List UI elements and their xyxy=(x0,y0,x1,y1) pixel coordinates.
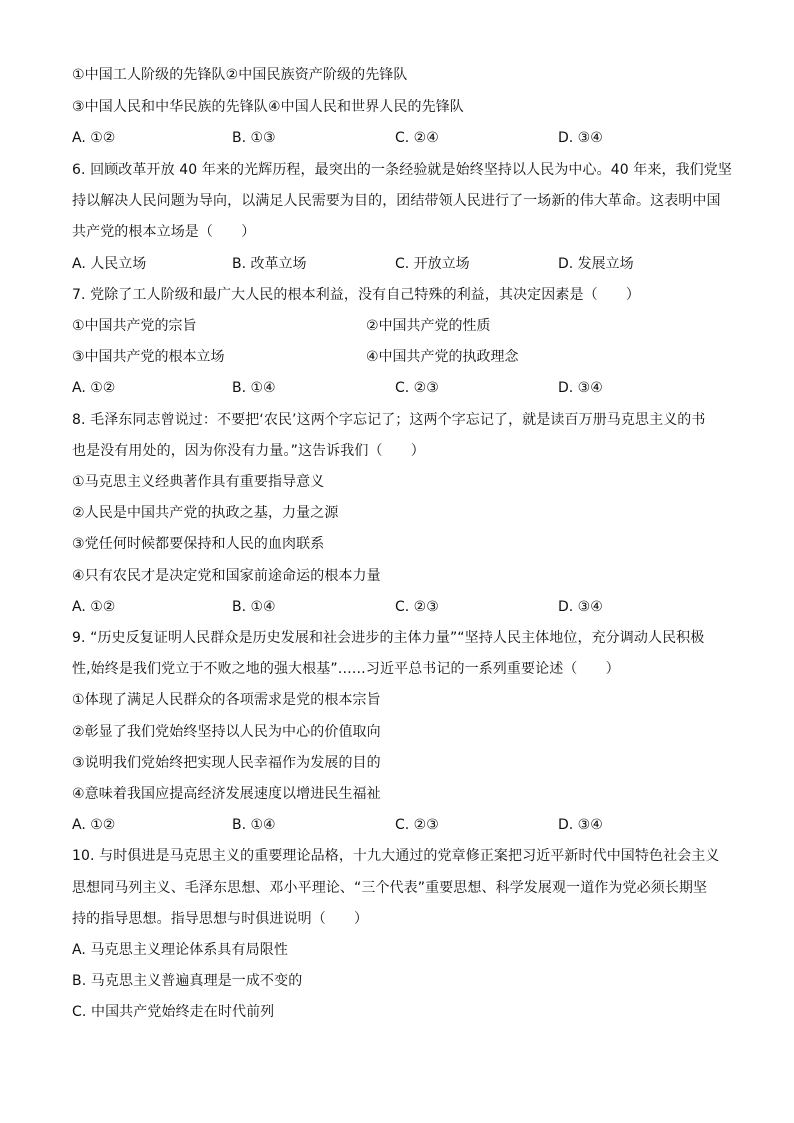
q8-option-b: B. ①④ xyxy=(232,599,276,615)
q8-option-d: D. ③④ xyxy=(558,599,603,615)
q5-items-line-1: ①中国工人阶级的先锋队②中国民族资产阶级的先锋队 xyxy=(72,67,408,83)
q9-item-3: ③说明我们党始终把实现人民幸福作为发展的目的 xyxy=(72,755,381,771)
q7-options xyxy=(72,378,722,398)
q7-stem-line-1: 7. 党除了工人阶级和最广大人民的根本利益，没有自己特殊的利益，其决定因素是（ ） xyxy=(72,287,641,303)
q5-options xyxy=(72,128,722,148)
q8-options xyxy=(72,597,722,617)
q8-stem-line-1: 8. 毛泽东同志曾说过：不要把‘农民’这两个字忘记了；这两个字忘记了，就是读百万册马克思主义的书 xyxy=(72,412,706,428)
q5-option-b: B. ①③ xyxy=(232,130,276,146)
q5-items-line-2: ③中国人民和中华民族的先锋队④中国人民和世界人民的先锋队 xyxy=(72,99,464,115)
q7-option-d: D. ③④ xyxy=(558,380,603,396)
q9-stem-line-1: 9. “历史反复证明人民群众是历史发展和社会进步的主体力量”“坚持人民主体地位，充分调动人民积极 xyxy=(72,630,705,646)
q10-stem-line-2: 思想同马列主义、毛泽东思想、邓小平理论、“三个代表”重要思想、科学发展观一道作为党必须长期坚 xyxy=(72,880,708,896)
q10-stem-line-1: 10. 与时俱进是马克思主义的重要理论品格，十九大通过的党章修正案把习近平新时代中国特色社会主义 xyxy=(72,848,720,864)
q5-option-a: A. ①② xyxy=(72,130,116,146)
q6-option-c: C. 开放立场 xyxy=(395,256,470,272)
q6-stem-line-1: 6. 回顾改革开放 40 年来的光辉历程，最突出的一条经验就是始终坚持以人民为中心。40 年来，我们党坚 xyxy=(72,162,732,178)
q7-option-b: B. ①④ xyxy=(232,380,276,396)
q10-option-b: B. 马克思主义普遍真理是一成不变的 xyxy=(72,973,303,989)
q9-option-a: A. ①② xyxy=(72,817,116,833)
q7-option-a: A. ①② xyxy=(72,380,116,396)
q9-options xyxy=(72,815,722,835)
q8-item-4: ④只有农民才是决定党和国家前途命运的根本力量 xyxy=(72,568,381,584)
q9-option-b: B. ①④ xyxy=(232,817,276,833)
q9-option-c: C. ②③ xyxy=(395,817,439,833)
q6-stem-line-3: 共产党的根本立场是（ ） xyxy=(72,224,256,240)
q9-stem-line-2: 性,始终是我们党立于不败之地的强大根基”……习近平总书记的一系列重要论述（ ） xyxy=(72,661,620,677)
q5-option-c: C. ②④ xyxy=(395,130,439,146)
q7-item-2: ②中国共产党的性质 xyxy=(366,318,491,334)
q6-stem-line-2: 持以解决人民问题为导向，以满足人民需要为目的，团结带领人民进行了一场新的伟大革命。这表明中国 xyxy=(72,193,721,209)
q6-options xyxy=(72,254,722,274)
q8-option-a: A. ①② xyxy=(72,599,116,615)
q7-option-c: C. ②③ xyxy=(395,380,439,396)
q7-items-row-2 xyxy=(72,347,722,367)
q5-option-d: D. ③④ xyxy=(558,130,603,146)
q9-item-2: ②彰显了我们党始终坚持以人民为中心的价值取向 xyxy=(72,724,381,740)
q9-item-1: ①体现了满足人民群众的各项需求是党的根本宗旨 xyxy=(72,692,381,708)
q10-stem-line-3: 持的指导思想。指导思想与时俱进说明（ ） xyxy=(72,911,369,927)
q8-item-3: ③党任何时候都要保持和人民的血肉联系 xyxy=(72,536,325,552)
q8-item-1: ①马克思主义经典著作具有重要指导意义 xyxy=(72,474,325,490)
q8-option-c: C. ②③ xyxy=(395,599,439,615)
q6-option-d: D. 发展立场 xyxy=(558,256,634,272)
q9-option-d: D. ③④ xyxy=(558,817,603,833)
q10-option-c: C. 中国共产党始终走在时代前列 xyxy=(72,1004,275,1020)
q6-option-b: B. 改革立场 xyxy=(232,256,307,272)
q10-option-a: A. 马克思主义理论体系具有局限性 xyxy=(72,942,288,958)
q7-item-3: ③中国共产党的根本立场 xyxy=(72,349,225,365)
q7-item-1: ①中国共产党的宗旨 xyxy=(72,318,197,334)
q7-items-row-1 xyxy=(72,316,722,336)
q9-item-4: ④意味着我国应提高经济发展速度以增进民生福祉 xyxy=(72,786,381,802)
q8-item-2: ②人民是中国共产党的执政之基，力量之源 xyxy=(72,505,339,521)
q8-stem-line-2: 也是没有用处的，因为你没有力量。”这告诉我们（ ） xyxy=(72,443,425,459)
q7-item-4: ④中国共产党的执政理念 xyxy=(366,349,519,365)
q6-option-a: A. 人民立场 xyxy=(72,256,147,272)
